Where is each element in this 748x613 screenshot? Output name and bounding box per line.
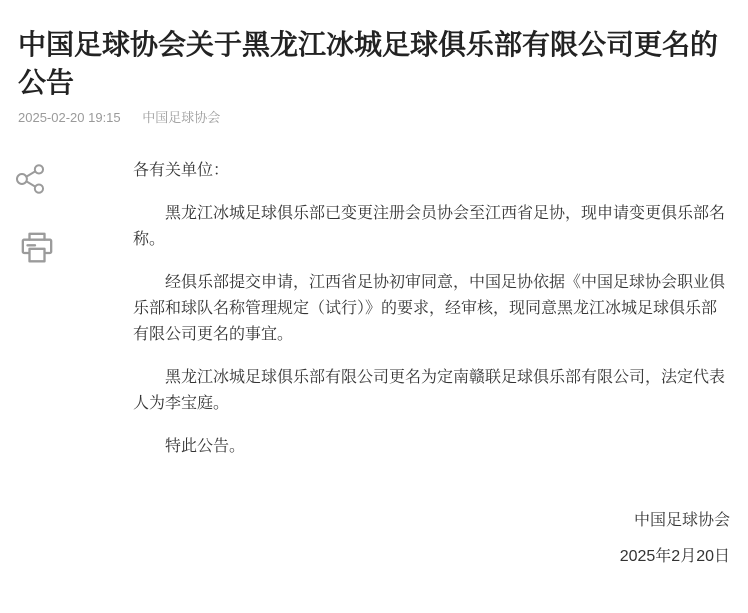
page-title: 中国足球协会关于黑龙江冰城足球俱乐部有限公司更名的公告 xyxy=(18,29,719,98)
paragraph-1: 黑龙江冰城足球俱乐部已变更注册会员协会至江西省足协，现申请变更俱乐部名称。 xyxy=(133,205,726,248)
article-body xyxy=(133,158,748,570)
paragraph-4: 特此公告。 xyxy=(165,438,246,455)
print-icon xyxy=(17,228,57,268)
article-meta xyxy=(18,110,730,125)
side-toolbar xyxy=(0,158,133,570)
announcement-page xyxy=(0,26,748,613)
paragraph-2: 经俱乐部提交申请，江西省足协初审同意，中国足协依据《中国足球协会职业俱乐部和球队名称管理规定（试行）》的要求，经审核，现同意黑龙江冰城足球俱乐部有限公司更名的事宜。 xyxy=(133,274,726,343)
salutation: 各有关单位： xyxy=(133,162,230,179)
publish-datetime: 2025-02-20 19:15 xyxy=(18,110,121,125)
paragraph-3: 黑龙江冰城足球俱乐部有限公司更名为定南赣联足球俱乐部有限公司，法定代表人为李宝庭。 xyxy=(133,369,726,412)
publish-source: 中国足球协会 xyxy=(142,110,221,125)
print-button[interactable] xyxy=(17,228,57,268)
share-icon xyxy=(14,162,48,196)
signature: 中国足球协会 xyxy=(633,512,730,529)
content-area xyxy=(0,158,748,570)
signature-date: 2025年2月20日 xyxy=(619,548,730,565)
share-button[interactable] xyxy=(14,162,48,196)
